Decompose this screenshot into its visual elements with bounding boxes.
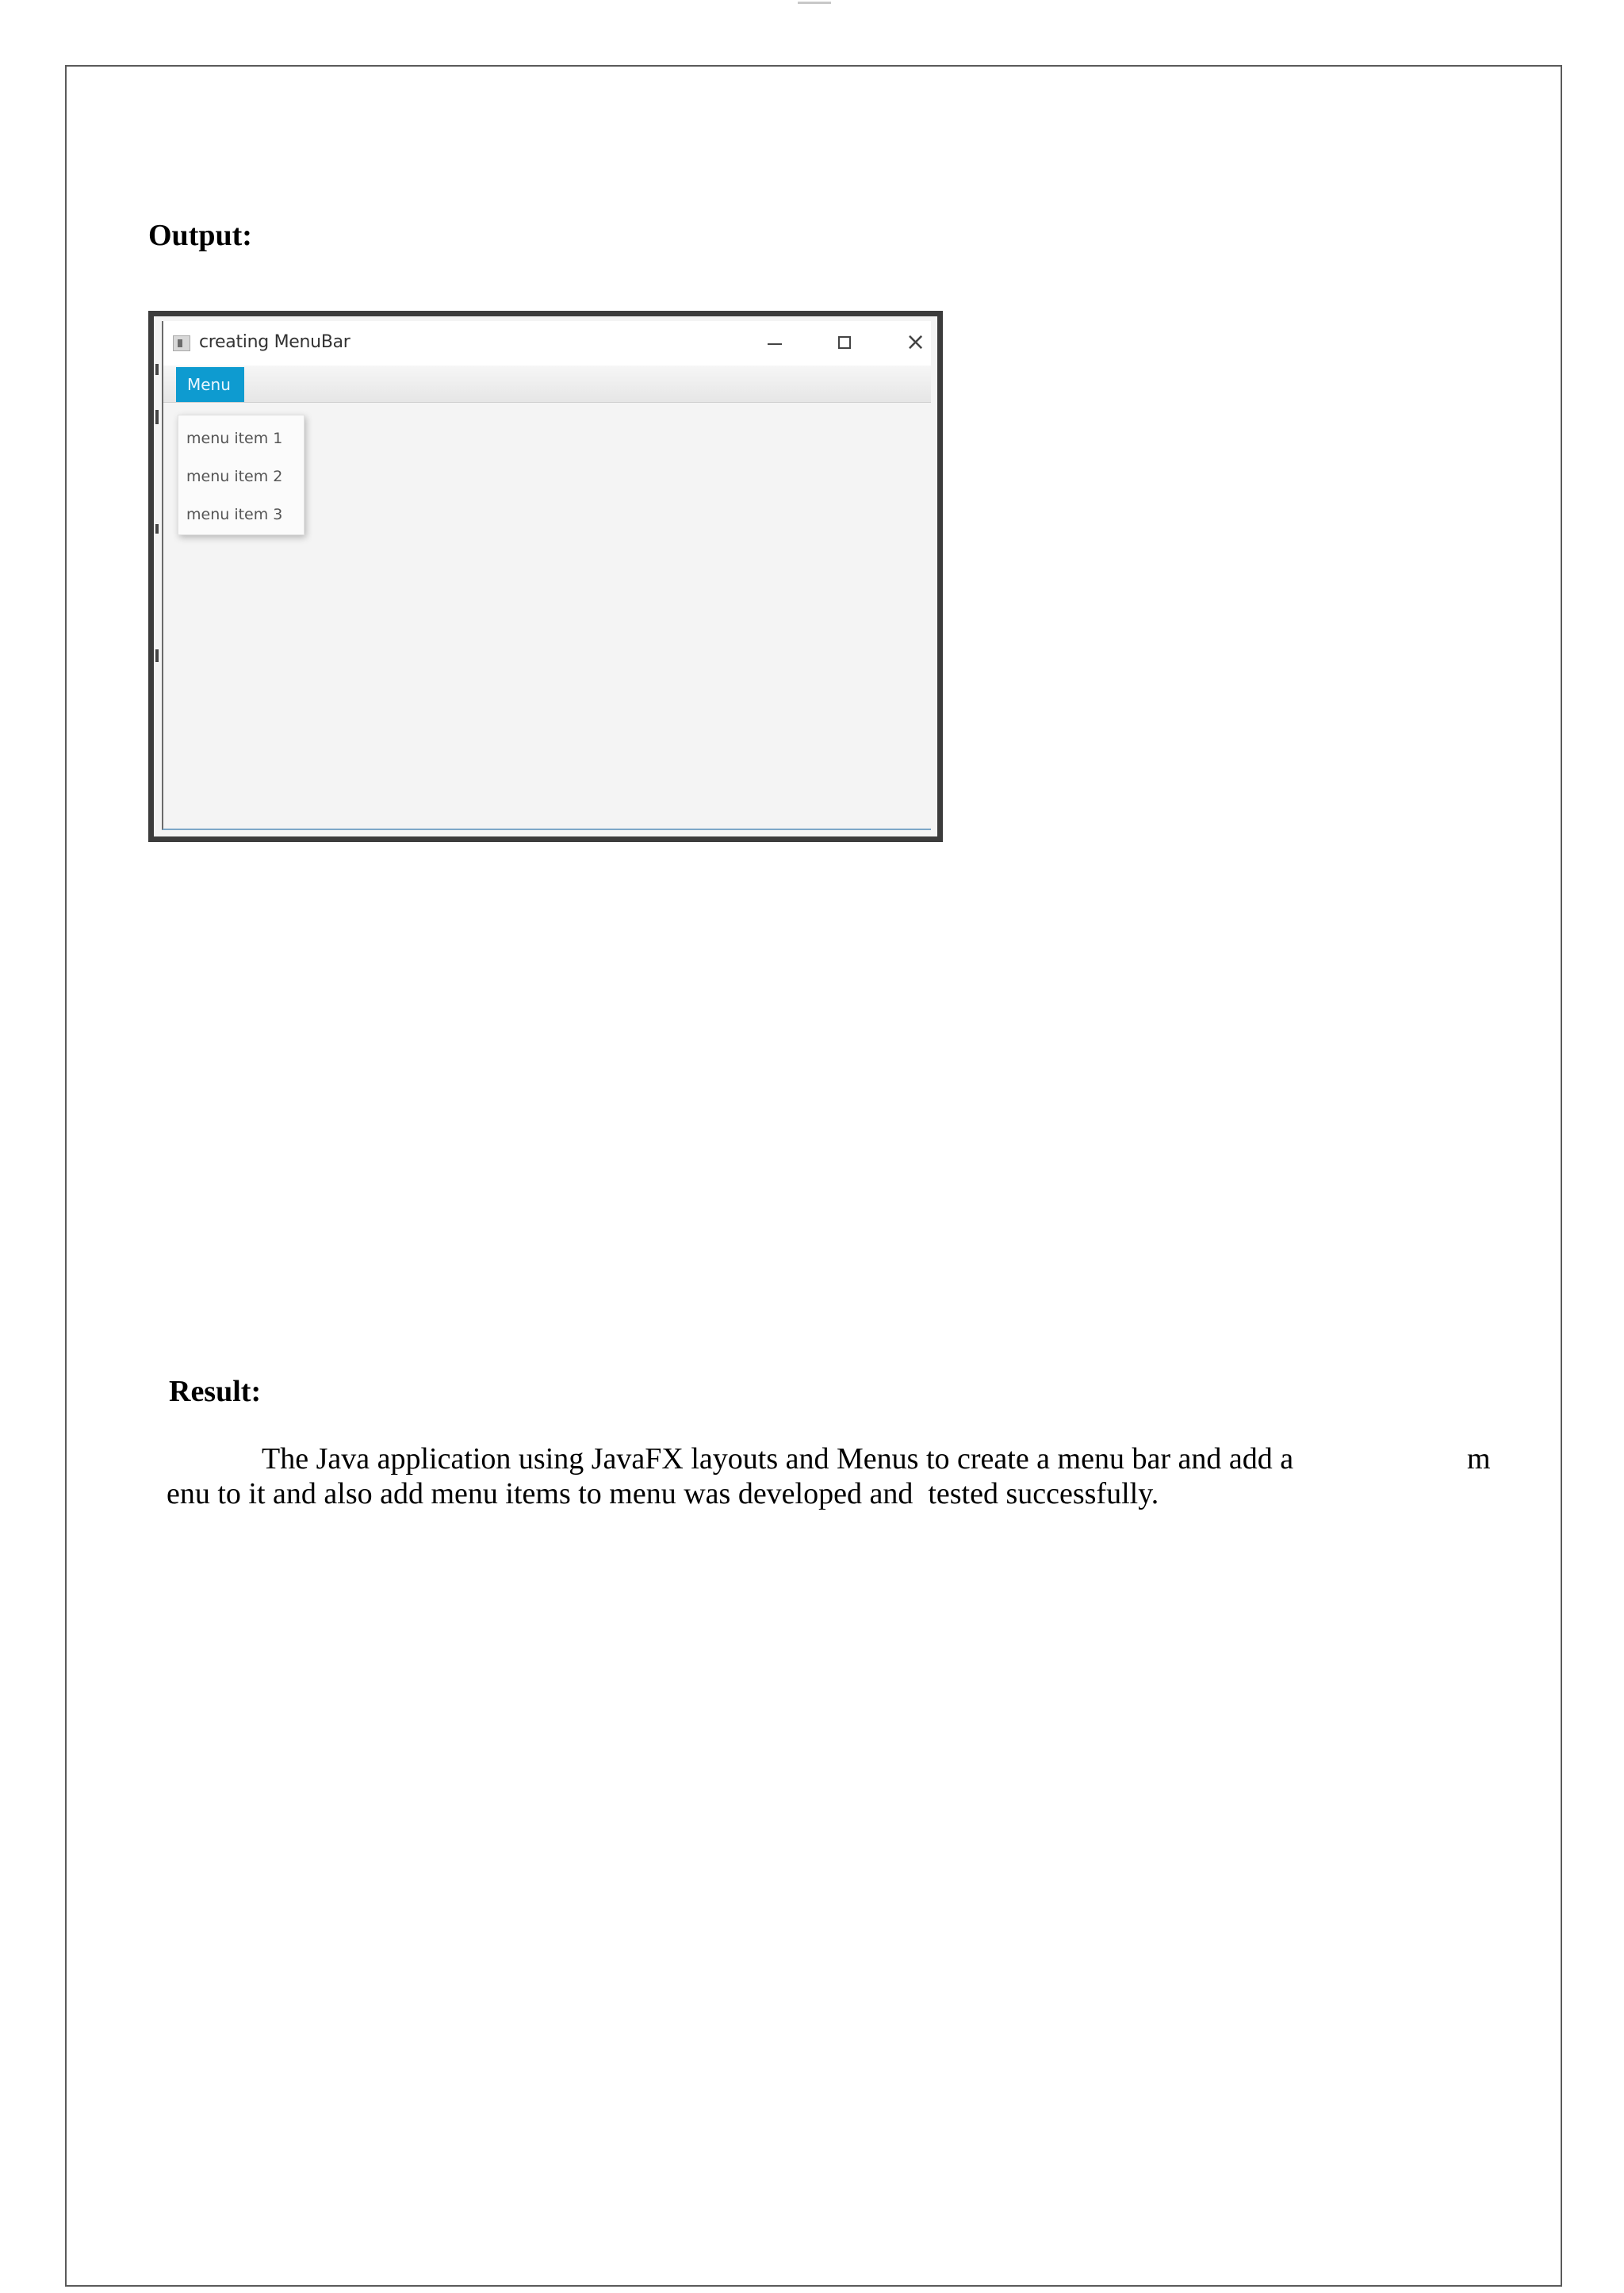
edge-mark — [155, 649, 159, 662]
app-icon — [173, 335, 190, 351]
title-bar — [163, 321, 931, 366]
result-line: enu to it and also add menu items to menu was developed and tested successfully. — [167, 1477, 1159, 1510]
menu-dropdown — [178, 415, 304, 535]
maximize-button[interactable] — [826, 327, 863, 359]
minimize-icon — [768, 343, 782, 345]
window-title: creating MenuBar — [199, 332, 350, 352]
close-icon: × — [906, 328, 926, 356]
edge-mark — [155, 364, 159, 375]
menu-item-2[interactable]: menu item 2 — [186, 468, 283, 485]
edge-mark — [155, 524, 159, 534]
menu-item-1[interactable]: menu item 1 — [186, 430, 283, 447]
output-heading: Output: — [148, 219, 252, 252]
menu-item-3[interactable]: menu item 3 — [186, 506, 283, 523]
edge-mark — [155, 410, 159, 424]
top-header-mark — [798, 2, 831, 4]
maximize-icon — [838, 336, 851, 349]
result-line-tail: m — [1467, 1442, 1491, 1476]
minimize-button[interactable] — [756, 327, 793, 359]
menu-bar — [163, 366, 931, 403]
close-button[interactable] — [896, 327, 933, 359]
output-screenshot — [148, 311, 943, 842]
menu-button[interactable]: Menu — [176, 367, 244, 402]
result-line: The Java application using JavaFX layouts and Menus to create a menu bar and add a — [262, 1442, 1294, 1476]
result-heading: Result: — [169, 1375, 262, 1408]
app-window — [162, 321, 931, 830]
